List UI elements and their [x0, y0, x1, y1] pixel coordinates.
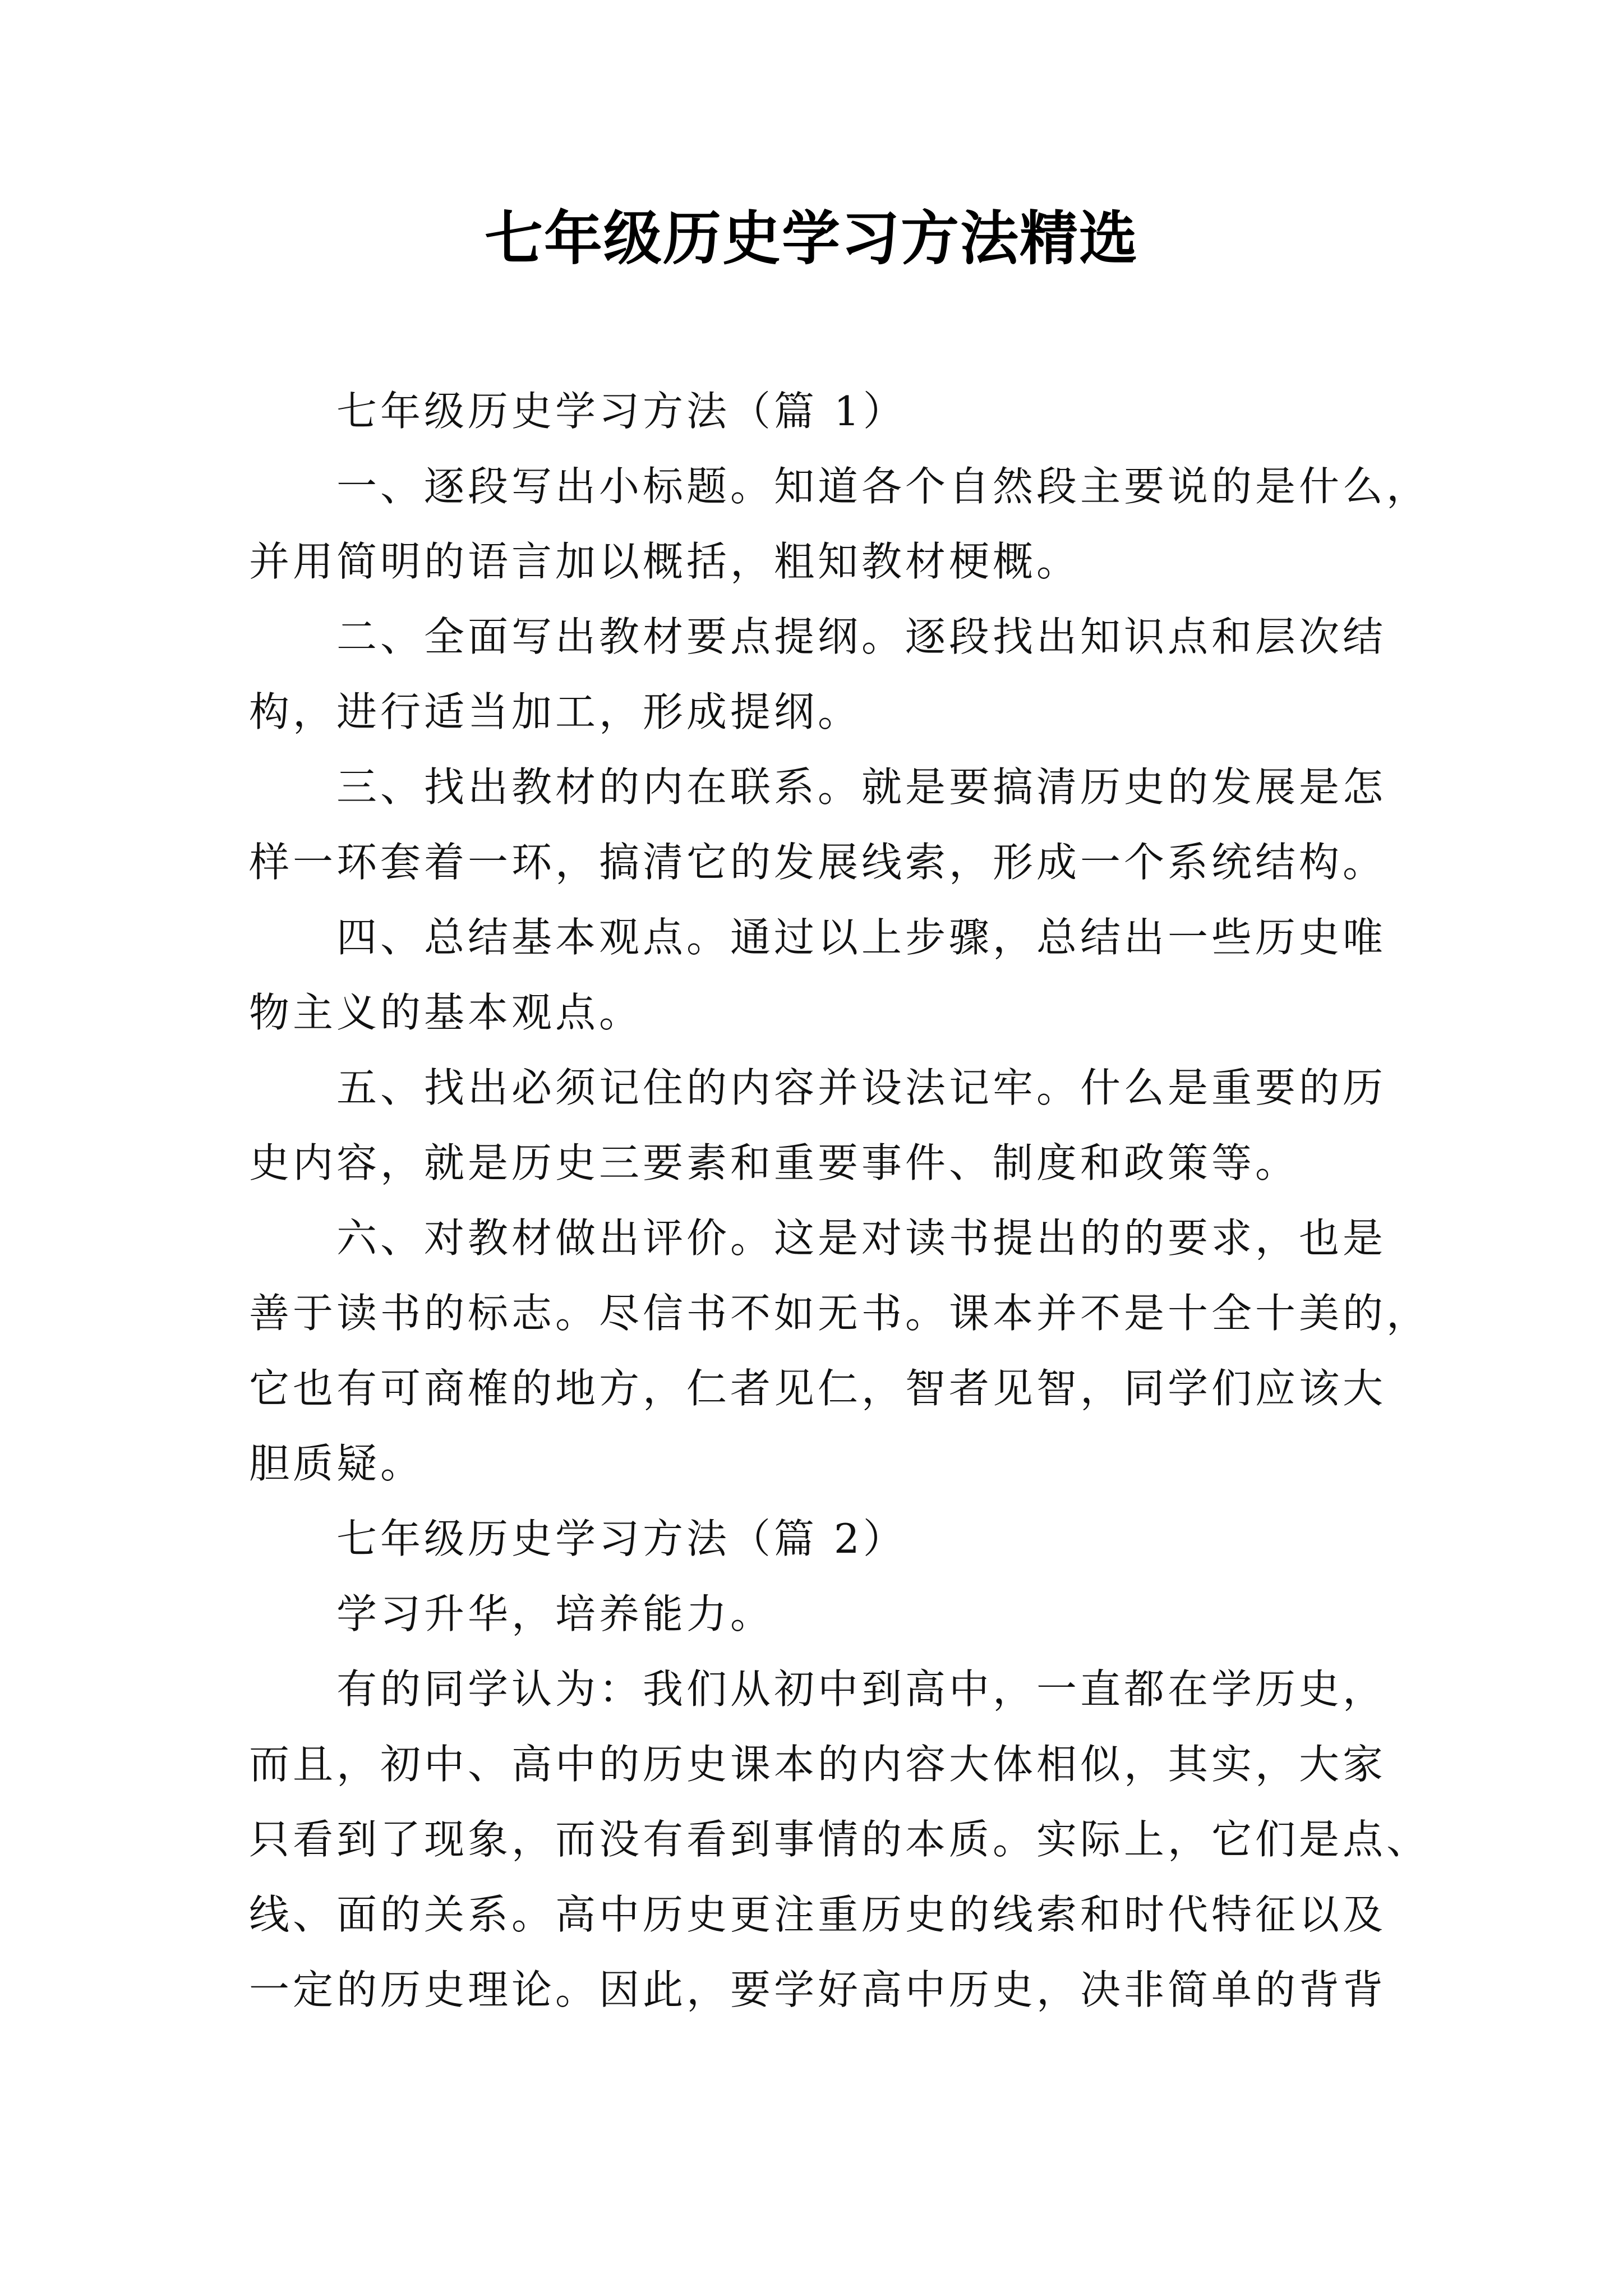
paragraph-subtitle [249, 1576, 1382, 1651]
paragraph-step-3 [249, 749, 1387, 900]
paragraph-line: 有的同学认为：我们从初中到高中，一直都在学历史， [336, 1665, 1387, 1713]
paragraph-line: 一、逐段写出小标题。知道各个自然段主要说的是什么， [336, 463, 1431, 510]
paragraph-line: 七年级历史学习方法（篇 2） [336, 1515, 907, 1562]
paragraph-step-2 [249, 599, 1387, 749]
paragraph-line: 七年级历史学习方法（篇 1） [336, 388, 907, 435]
paragraph-step-6 [249, 1200, 1431, 1501]
paragraph-line: 五、找出必须记住的内容并设法记牢。什么是重要的历 [336, 1064, 1387, 1111]
paragraph-line: 胆质疑。 [249, 1440, 425, 1487]
paragraph-line: 而且，初中、高中的历史课本的内容大体相似，其实，大家 [249, 1741, 1387, 1788]
paragraph-line: 四、总结基本观点。通过以上步骤，总结出一些历史唯 [336, 914, 1387, 961]
paragraph-line: 只看到了现象，而没有看到事情的本质。实际上，它们是点、 [249, 1816, 1431, 1863]
paragraph-line: 六、对教材做出评价。这是对读书提出的的要求，也是 [336, 1214, 1387, 1262]
paragraph-step-4 [249, 900, 1387, 1050]
paragraph-line: 它也有可商榷的地方，仁者见仁，智者见智，同学们应该大 [249, 1365, 1387, 1412]
paragraph-line: 样一环套着一环，搞清它的发展线索，形成一个系统结构。 [249, 839, 1387, 886]
paragraph-line: 二、全面写出教材要点提纲。逐段找出知识点和层次结 [336, 613, 1387, 660]
paragraph-line: 善于读书的标志。尽信书不如无书。课本并不是十全十美的， [249, 1290, 1431, 1337]
paragraph-step-1 [249, 449, 1431, 599]
document-body [249, 374, 1431, 2027]
paragraph-line: 并用简明的语言加以概括，粗知教材梗概。 [249, 538, 1081, 585]
paragraph-line: 三、找出教材的内在联系。就是要搞清历史的发展是怎 [336, 763, 1387, 811]
paragraph-line: 史内容，就是历史三要素和重要事件、制度和政策等。 [249, 1139, 1299, 1186]
document-title: 七年级历史学习方法精选 [484, 204, 1138, 273]
heading-part-2 [249, 1501, 1382, 1576]
heading-part-1 [249, 374, 1382, 449]
paragraph-line: 线、面的关系。高中历史更注重历史的线索和时代特征以及 [249, 1891, 1387, 1938]
paragraph-line: 一定的历史理论。因此，要学好高中历史，决非简单的背背 [249, 1966, 1387, 2013]
paragraph-line: 学习升华，培养能力。 [336, 1590, 774, 1637]
paragraph-step-5 [249, 1050, 1387, 1200]
paragraph-body [249, 1651, 1431, 2027]
paragraph-line: 构，进行适当加工，形成提纲。 [249, 688, 862, 735]
paragraph-line: 物主义的基本观点。 [249, 989, 643, 1036]
